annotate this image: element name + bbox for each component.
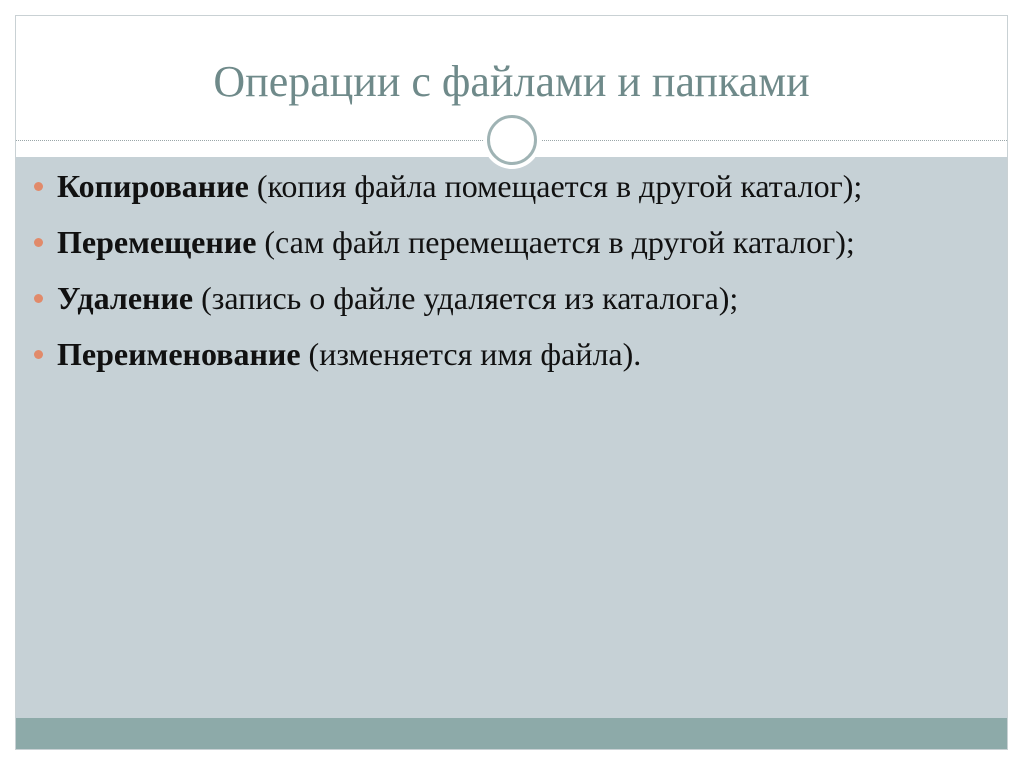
list-item	[32, 163, 932, 209]
footer-bar	[16, 718, 1007, 750]
bullet-list	[32, 163, 932, 387]
circle-ring-icon	[483, 111, 541, 169]
item-description: (изменяется имя файла).	[300, 336, 642, 372]
bullet-dot-icon	[34, 182, 43, 191]
item-description: (запись о файле удаляется из каталога);	[193, 280, 739, 316]
circle-ring-inner	[487, 115, 537, 165]
bullet-dot-icon	[34, 238, 43, 247]
bullet-dot-icon	[34, 294, 43, 303]
item-term: Перемещение	[57, 224, 257, 260]
list-item	[32, 331, 932, 377]
item-term: Копирование	[57, 168, 249, 204]
item-description: (сам файл перемещается в другой каталог);	[256, 224, 855, 260]
slide-title: Операции с файлами и папками	[213, 57, 810, 106]
item-description: (копия файла помещается в другой каталог);	[248, 168, 863, 204]
item-term: Переименование	[57, 336, 301, 372]
item-term: Удаление	[57, 280, 194, 316]
bullet-dot-icon	[34, 350, 43, 359]
list-item	[32, 275, 932, 321]
list-item	[32, 219, 932, 265]
